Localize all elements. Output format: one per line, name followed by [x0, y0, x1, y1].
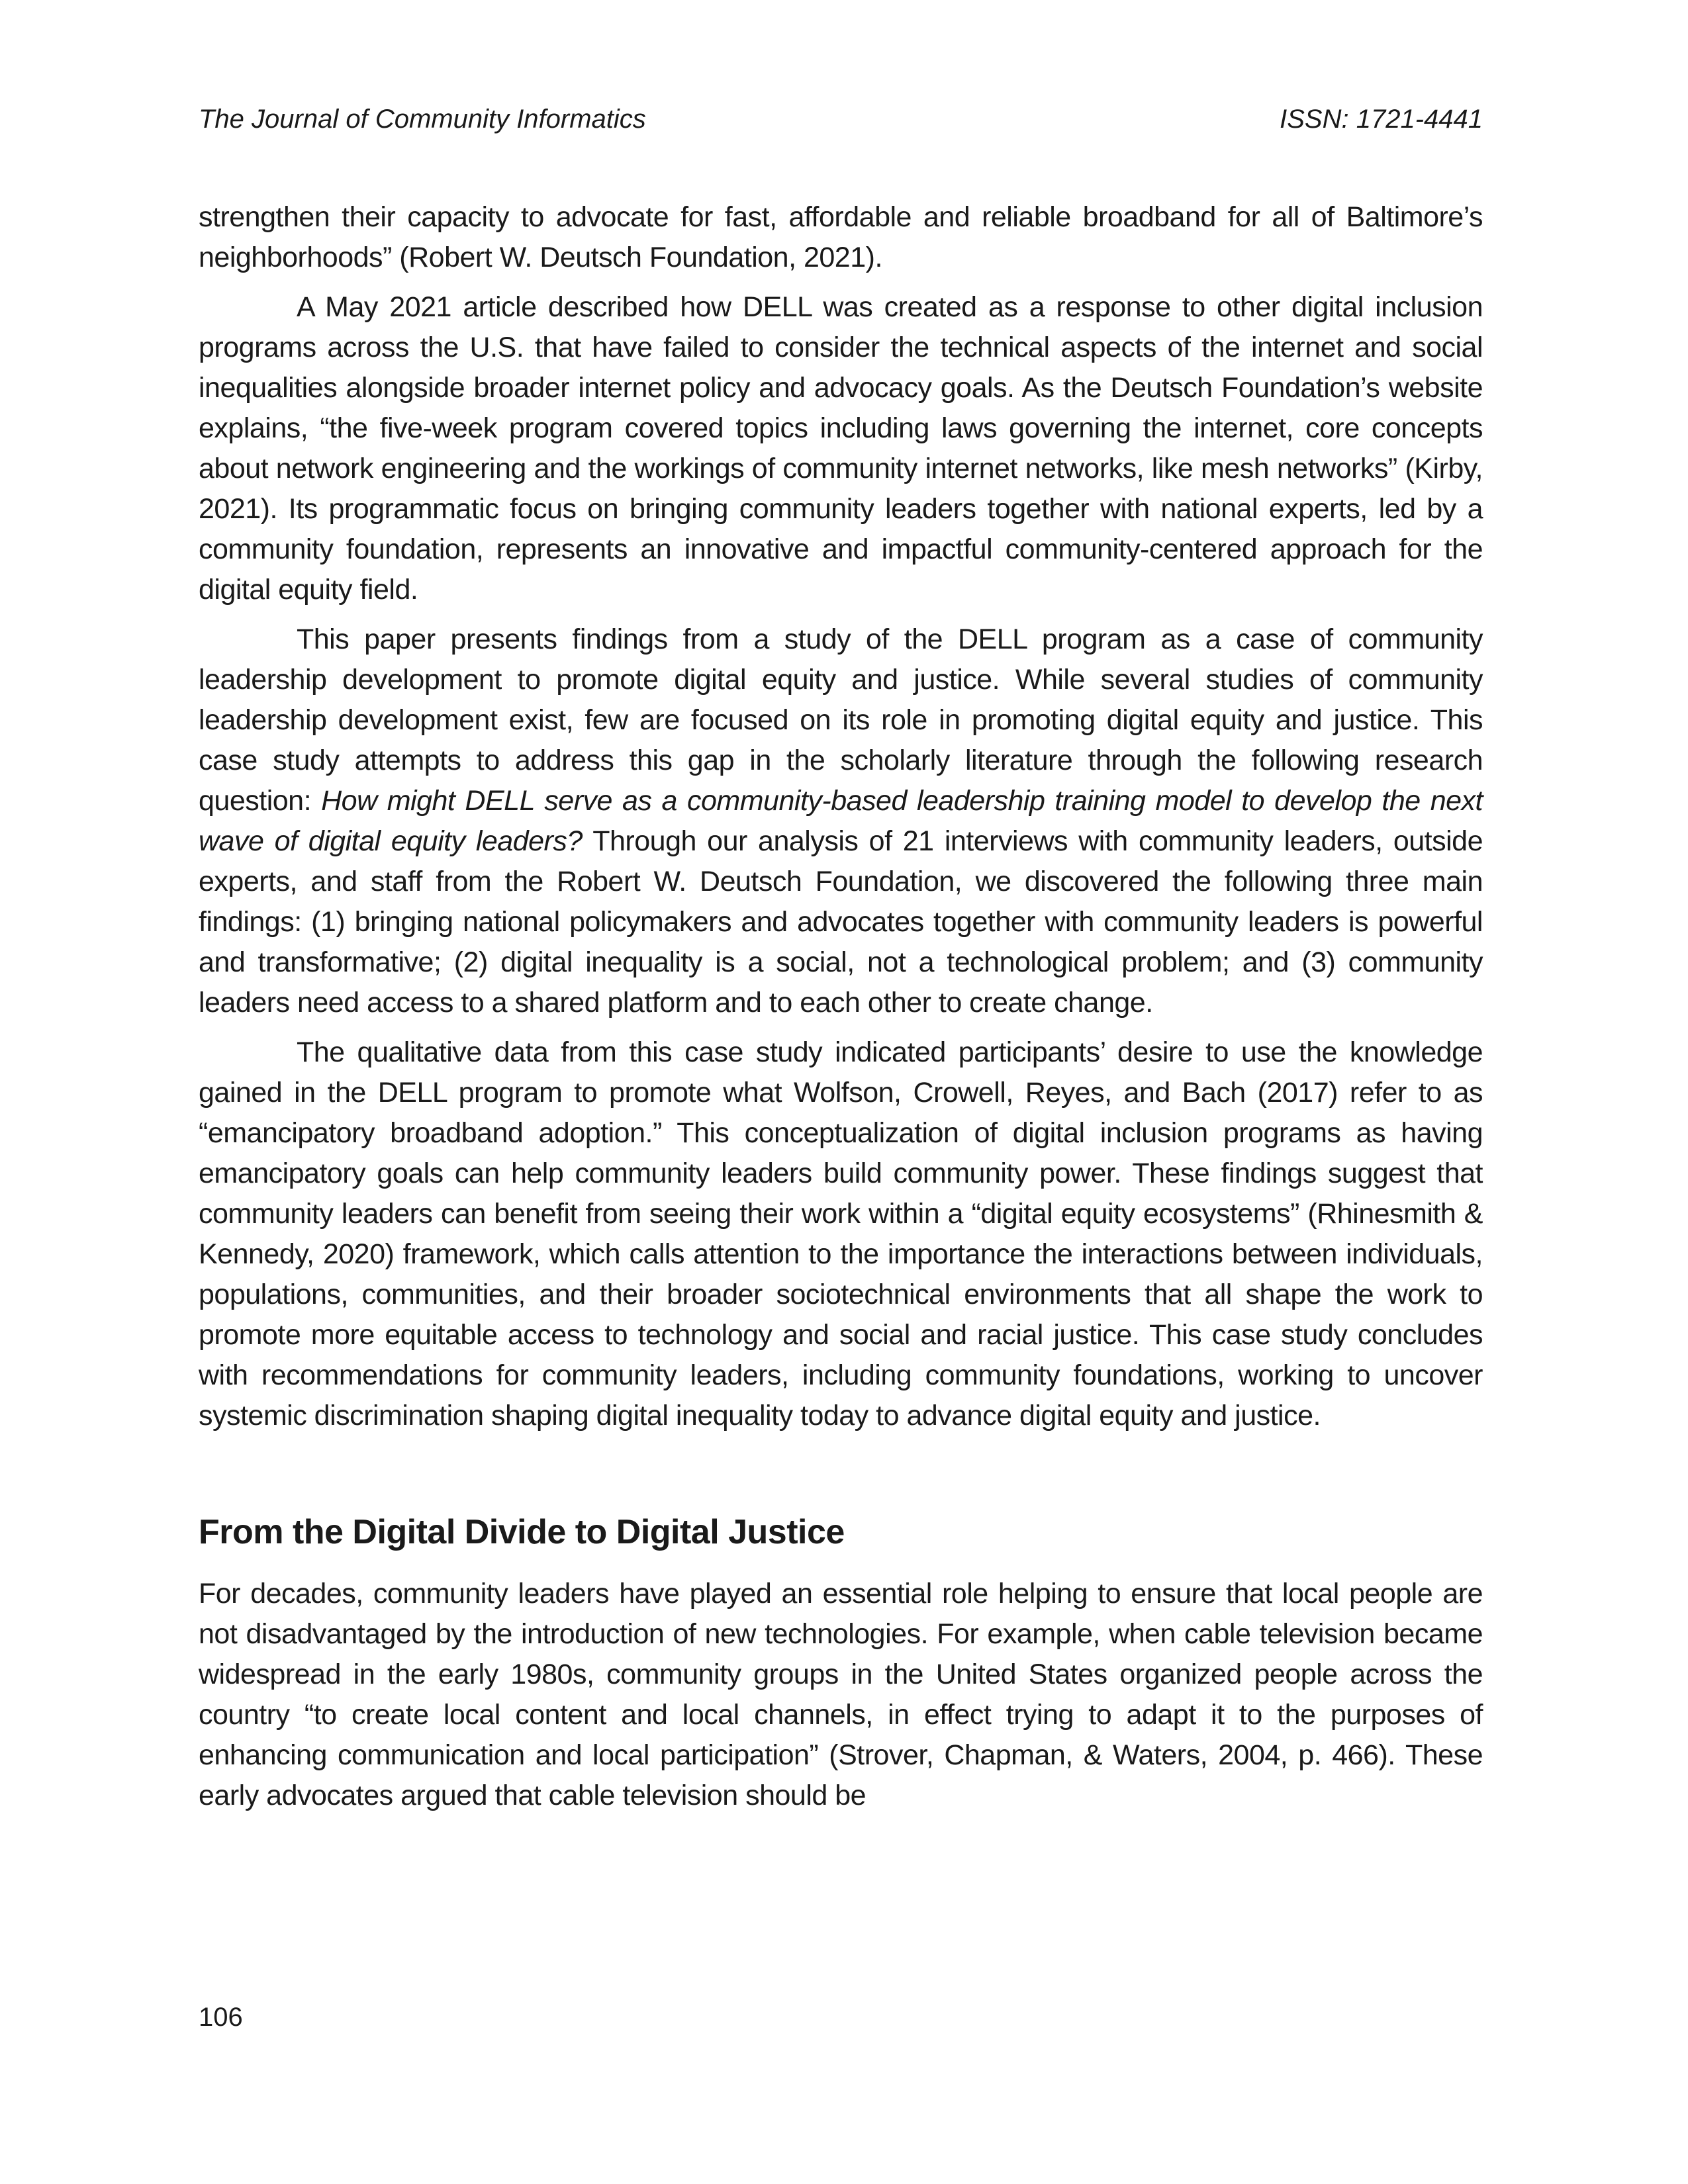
paragraph-qualitative-data: The qualitative data from this case study indicated participants’ desire to use the knowledge gained in the DELL program to promote what Wolfson, Crowell, Reyes, and Bach (2017) refer to as “emancipatory broadband adoption.” This conceptualization of digital inclusion programs as having emancipatory goals can help community leaders build community power. These findings suggest that community leaders can benefit from seeing their work within a “digital equity ecosystems” (Rhinesmith & Kennedy, 2020) framework, which calls attention to the importance the interactions between individuals, populations, communities, and their broader sociotechnical environments that all shape the work to promote more equitable access to technology and social and racial justice. This case study concludes with recommendations for community leaders, including community foundations, working to uncover systemic discrimination shaping digital inequality today to advance digital equity and justice.	[199, 1036, 1483, 1432]
section-heading: From the Digital Divide to Digital Justice	[199, 1513, 845, 1551]
journal-title: The Journal of Community Informatics	[199, 105, 646, 134]
issn-label: ISSN: 1721-4441	[1280, 105, 1483, 134]
running-header	[199, 99, 1483, 139]
paragraph-study-overview	[199, 619, 1483, 1023]
page-number: 106	[199, 2003, 243, 2032]
paragraph-dell-origin: A May 2021 article described how DELL was created as a response to other digital inclusion programs across the U.S. that have failed to consider the technical aspects of the internet and social inequalities alongside broader internet policy and advocacy goals. As the Deutsch Foundation’s website explains, “the five-week program covered topics including laws governing the internet, core concepts about network engineering and the workings of community internet networks, like mesh networks” (Kirby, 2021). Its programmatic focus on bringing community leaders together with national experts, led by a community foundation, represents an innovative and impactful community-centered approach for the digital equity field.	[199, 291, 1483, 606]
paragraph-section-intro: For decades, community leaders have played an essential role helping to ensure that local people are not disadvantaged by the introduction of new technologies. For example, when cable television became widespread in the early 1980s, community groups in the United States organized people across the country “to create local content and local channels, in effect trying to adapt it to the purposes of enhancing communication and local participation” (Strover, Chapman, & Waters, 2004, p. 466). These early advocates argued that cable television should be	[199, 1578, 1483, 1811]
article-body	[199, 197, 1483, 1816]
research-question: How might DELL serve as a community-based leadership training model to develop the next wave of digital equity leaders?	[199, 785, 1483, 857]
paragraph-text-before-question: This paper presents findings from a study of the DELL program as a case of community leadership development to promote digital equity and justice. While several studies of community leadership development exist, few are focused on its role in promoting digital equity and justice. This case study attempts to address this gap in the scholarly literature through the following research question:	[199, 623, 1483, 817]
paragraph-text-after-question: Through our analysis of 21 interviews with community leaders, outside experts, and staff from the Robert W. Deutsch Foundation, we discovered the following three main findings: (1) bringing national policymakers and advocates together with community leaders is powerful and transformative; (2) digital inequality is a social, not a technological problem; and (3) community leaders need access to a shared platform and to each other to create change.	[199, 825, 1483, 1019]
paragraph-continued: strengthen their capacity to advocate for fast, affordable and reliable broadband for all of Baltimore’s neighborhoods” (Robert W. Deutsch Foundation, 2021).	[199, 201, 1483, 273]
